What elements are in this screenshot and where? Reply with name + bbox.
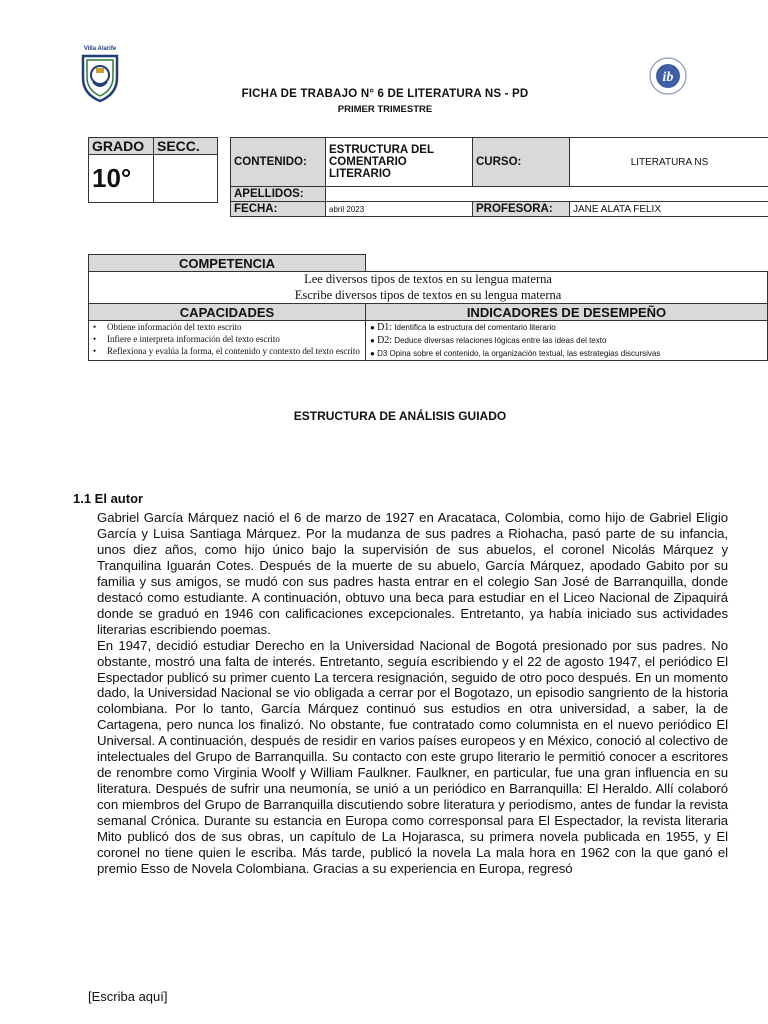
school-name: Villa Alarife [83,46,117,52]
capacidades-heading: CAPACIDADES [89,304,366,321]
fecha-label: FECHA: [231,202,326,217]
apellidos-label: APELLIDOS: [231,187,326,202]
school-crest-logo [78,46,122,104]
paragraph: En 1947, decidió estudiar Derecho en la Universidad Nacional de Bogotá presionado por sus padres. No obstante, mostró una falta de interés. Entretanto, seguía escribiendo y el 22 de agosto 1947, el periódico El Espectador publicó su primer cuento La tercera resignación, seguido de otro poco después. En un momento dado, la Universidad Nacional se vio obligada a cerrar por el Bogotazo, un episodio sangriento de la historia colombiana. Por lo tanto, García Márquez continuó sus estudios en otra universidad, a saber, la de Cartagena, pero nunca los finalizó. No obstante, fue contratado como columnista en el nuevo periódico El Universal. A continuación, después de residir en varios países europeos y en México, conoció al colectivo de intelectuales del Grupo de Barranquilla. Su contacto con este grupo literario le permitió conocer a escritores de renombre como Virginia Woolf y William Faulkner. Faulkner, en particular, fue una gran influencia en su literatura. Después de sufrir una neumonía, se unió a un periódico en Barranquilla: El Heraldo. Allí colaboró con miembros del Grupo de Barranquilla discutiendo sobre literatura y periodismo, antes de fundar la revista semanal Crónica. Durante su estancia en Europa como corresponsal para El Espectador, la revista literaria Mito publicó dos de sus obras, un capítulo de La Hojarasca, su primera novela publicada en 1955, y El coronel no tiene quien le escriba. Más tarde, publicó la novela La mala hora en 1962 con la que ganó el premio Esso de Novela Colombiana. Gracias a su experiencia en Europa, regresó [97,637,728,876]
competencia-lines [89,272,768,304]
secc-label: SECC. [154,138,218,155]
capacidades-list [89,321,366,361]
section-heading: ESTRUCTURA DE ANÁLISIS GUIADO [293,409,507,423]
answer-placeholder[interactable]: [Escriba aquí] [88,989,168,1004]
page-title: FICHA DE TRABAJO N° 6 DE LITERATURA NS - PD [241,88,529,100]
profesora-value: JANE ALATA FELIX [570,202,768,217]
competencia-heading: COMPETENCIA [89,255,366,272]
apellidos-field[interactable] [326,187,768,202]
grado-table [88,137,218,203]
curso-label: CURSO: [473,138,570,187]
paragraph: Gabriel García Márquez nació el 6 de marzo de 1927 en Aracataca, Colombia, como hijo de Gabriel Eligio García y Luisa Santiaga Márquez. Por la mudanza de sus padres a Riohacha, pasó parte de su infancia, unos diez años, como hijo único bajo la supervisión de sus abuelos, el coronel Nicolás Márquez y Tranquilina Iguarán Cotes. Después de la muerte de su abuelo, García Márquez, apodado Gabito por su familia y sus amigos, se mudó con sus padres hasta entrar en el colegio San José de Barranquilla, donde destacó como estudiante. A continuación, obtuvo una beca para estudiar en el Liceo Nacional de Zipaquirá donde se graduó en 1946 con calificaciones excepcionales. Entretanto, ya había iniciado sus actividades literarias escribiendo poemas. [97,510,728,637]
list-item: ● D2: Deduce diversas relaciones lógicas entre las ideas del texto [370,335,607,346]
autor-heading: 1.1 El autor [73,491,144,506]
ib-logo-text: ib [662,70,674,85]
list-item: • Infiere e interpreta información del texto escrito [93,334,280,344]
secc-field[interactable] [154,155,218,203]
list-item: ● D1: Identifica la estructura del comentario literario [370,322,556,333]
competencia-line-1: Lee diversos tipos de textos en su lengua materna [304,272,552,286]
ib-logo [648,56,688,96]
competencia-line-2: Escribe diversos tipos de textos en su lengua materna [294,287,562,302]
contenido-label: CONTENIDO: [231,138,326,187]
curso-value: LITERATURA NS [570,138,768,187]
list-item: • Obtiene información del texto escrito [93,322,242,332]
grado-value: 10° [89,155,154,203]
indicadores-list [366,321,768,361]
indicadores-heading: INDICADORES DE DESEMPEÑO [366,304,768,321]
info-table [230,137,768,217]
contenido-value: ESTRUCTURA DEL COMENTARIO LITERARIO [326,138,473,187]
competencia-table [88,254,768,361]
list-item: • Reflexiona y evalúa la forma, el contenido y contexto del texto escrito [93,346,360,356]
page-subtitle: PRIMER TRIMESTRE [337,104,433,115]
profesora-label: PROFESORA: [473,202,570,217]
list-item: ● D3 Opina sobre el contenido, la organización textual, las estrategias discursivas [370,349,661,358]
fecha-value: abril 2023 [326,202,473,217]
grado-label: GRADO [89,138,154,155]
autor-body [97,510,728,877]
